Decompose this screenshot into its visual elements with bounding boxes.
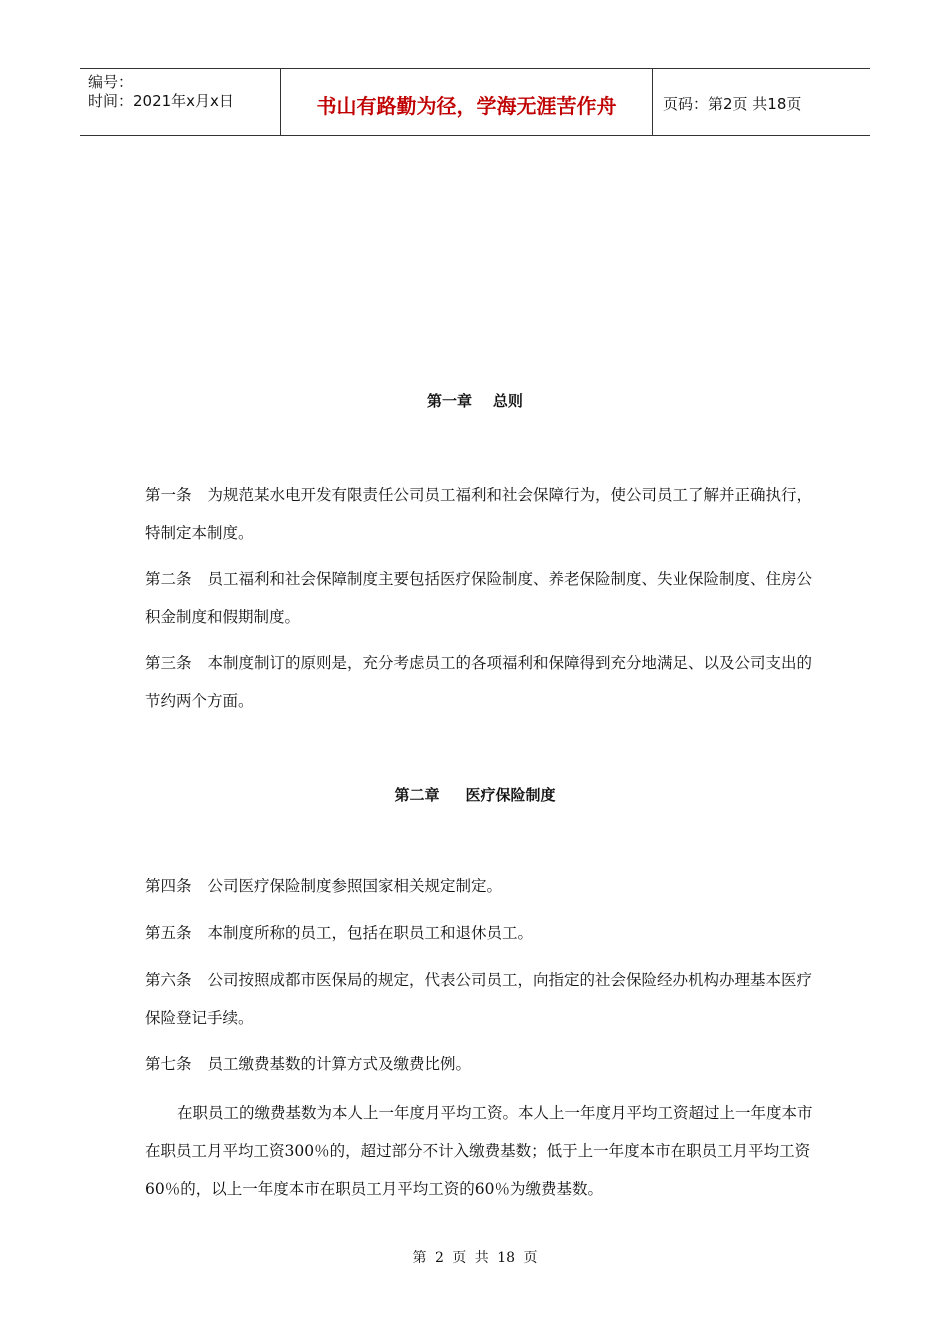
chapter-title-2: 第二章 医疗保险制度 <box>394 786 556 804</box>
header-meta <box>80 69 281 135</box>
article-text: 公司按照成都市医保局的规定，代表公司员工，向指定的社会保险经办机构办理基本医疗保险登记手续。 <box>145 971 813 1027</box>
article-1 <box>145 476 825 552</box>
page-footer: 第 2 页 共 18 页 <box>412 1250 538 1266</box>
article-text: 本制度制订的原则是，充分考虑员工的各项福利和保障得到充分地满足、以及公司支出的节约两个方面。 <box>145 654 813 710</box>
header-page-info: 页码：第2页 共18页 <box>663 94 802 113</box>
chapter-title-1: 第一章 总则 <box>427 392 523 410</box>
article-text: 本制度所称的员工，包括在职员工和退休员工。 <box>207 924 534 942</box>
article-label: 第二条 <box>145 570 192 588</box>
article-text: 员工缴费基数的计算方式及缴费比例。 <box>207 1055 472 1073</box>
article-6 <box>145 961 825 1037</box>
document-time-label: 时间：2021年x月x日 <box>88 92 234 110</box>
document-number-label: 编号： <box>88 73 134 91</box>
article-label: 第七条 <box>145 1055 192 1073</box>
article-text: 为规范某水电开发有限责任公司员工福利和社会保障行为，使公司员工了解并正确执行，特制定本制度。 <box>145 486 813 542</box>
article-label: 第六条 <box>145 971 192 989</box>
article-4 <box>145 867 825 905</box>
contribution-base-paragraph: 在职员工的缴费基数为本人上一年度月平均工资。本人上一年度月平均工资超过上一年度本市在职员工月平均工资300％的，超过部分不计入缴费基数；低于上一年度本市在职员工月平均工资60％的，以上一年度本市在职员工月平均工资的60％为缴费基数。 <box>145 1104 813 1198</box>
article-3 <box>145 644 825 720</box>
article-5 <box>145 914 825 952</box>
article-text: 员工福利和社会保障制度主要包括医疗保险制度、养老保险制度、失业保险制度、住房公积金制度和假期制度。 <box>145 570 813 626</box>
header-motto: 书山有路勤为径，学海无涯苦作舟 <box>281 69 653 135</box>
article-2 <box>145 560 825 636</box>
article-text: 公司医疗保险制度参照国家相关规定制定。 <box>207 877 503 895</box>
article-label: 第三条 <box>145 654 192 672</box>
page-header <box>80 68 870 136</box>
article-7 <box>145 1045 825 1083</box>
article-label: 第一条 <box>145 486 192 504</box>
article-label: 第五条 <box>145 924 192 942</box>
article-label: 第四条 <box>145 877 192 895</box>
